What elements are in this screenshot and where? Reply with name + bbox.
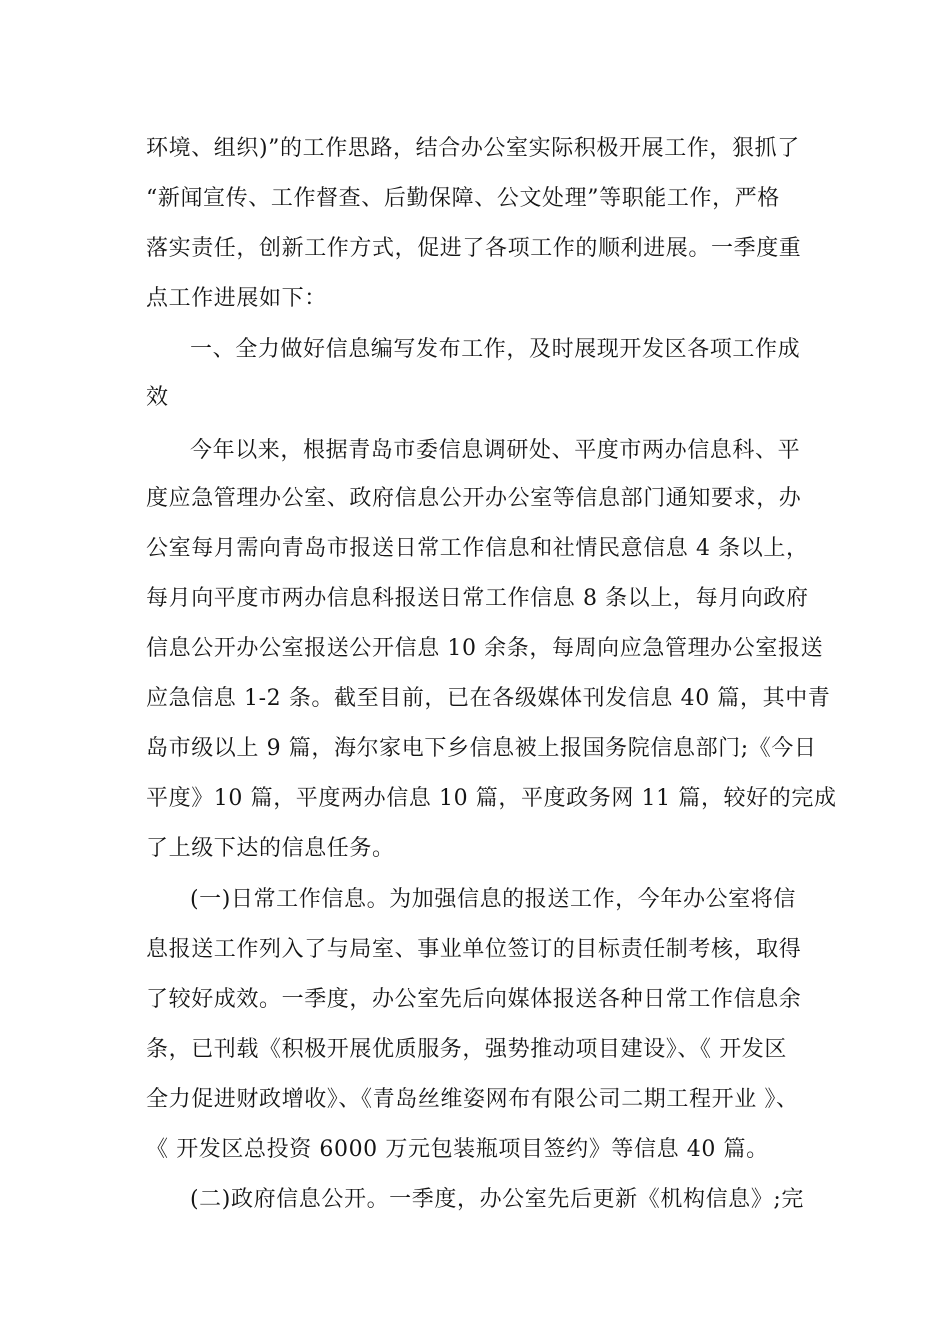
text-line: 息报送工作列入了与局室、事业单位签订的目标责任制考核，取得 [146,937,802,962]
text-line: 平度》10 篇，平度两办信息 10 篇，平度政务网 11 篇，较好的完成 [146,786,837,811]
text-line: 应急信息 1-2 条。截至目前，已在各级媒体刊发信息 40 篇，其中青 [146,686,831,711]
section-heading-line: 效 [146,385,169,410]
text-line: 度应急管理办公室、政府信息公开办公室等信息部门通知要求，办 [146,486,802,511]
text-line: 今年以来，根据青岛市委信息调研处、平度市两办信息科、平 [190,438,801,463]
text-line: 了上级下达的信息任务。 [146,836,395,861]
text-line: 全力促进财政增收》、《青岛丝维姿网布有限公司二期工程开业 》、 [146,1087,799,1112]
text-line: 岛市级以上 9 篇，海尔家电下乡信息被上报国务院信息部门;《今日 [146,736,817,761]
section-heading-line: 一、全力做好信息编写发布工作，及时展现开发区各项工作成 [190,337,801,362]
text-line: “新闻宣传、工作督查、后勤保障、公文处理”等职能工作，严格 [146,186,780,211]
text-line: 每月向平度市两办信息科报送日常工作信息 8 条以上，每月向政府 [146,586,809,611]
text-line: 环境、组织)”的工作思路，结合办公室实际积极开展工作，狠抓了 [146,136,800,161]
text-line: 《 开发区总投资 6000 万元包装瓶项目签约》等信息 40 篇。 [146,1137,769,1162]
text-line: 点工作进展如下： [146,286,327,311]
text-line: 公室每月需向青岛市报送日常工作信息和社情民意信息 4 条以上， [146,536,809,561]
text-line: 落实责任，创新工作方式，促进了各项工作的顺利进展。一季度重 [146,236,802,261]
text-line: 条，已刊载《积极开展优质服务，强势推动项目建设》、《 开发区 [146,1037,787,1062]
text-line: (二)政府信息公开。一季度，办公室先后更新《机构信息》;完 [190,1187,804,1212]
text-line: 信息公开办公室报送公开信息 10 余条，每周向应急管理办公室报送 [146,636,824,661]
text-line: 了较好成效。一季度，办公室先后向媒体报送各种日常工作信息余 [146,987,802,1012]
text-line: (一)日常工作信息。为加强信息的报送工作，今年办公室将信 [190,887,796,912]
